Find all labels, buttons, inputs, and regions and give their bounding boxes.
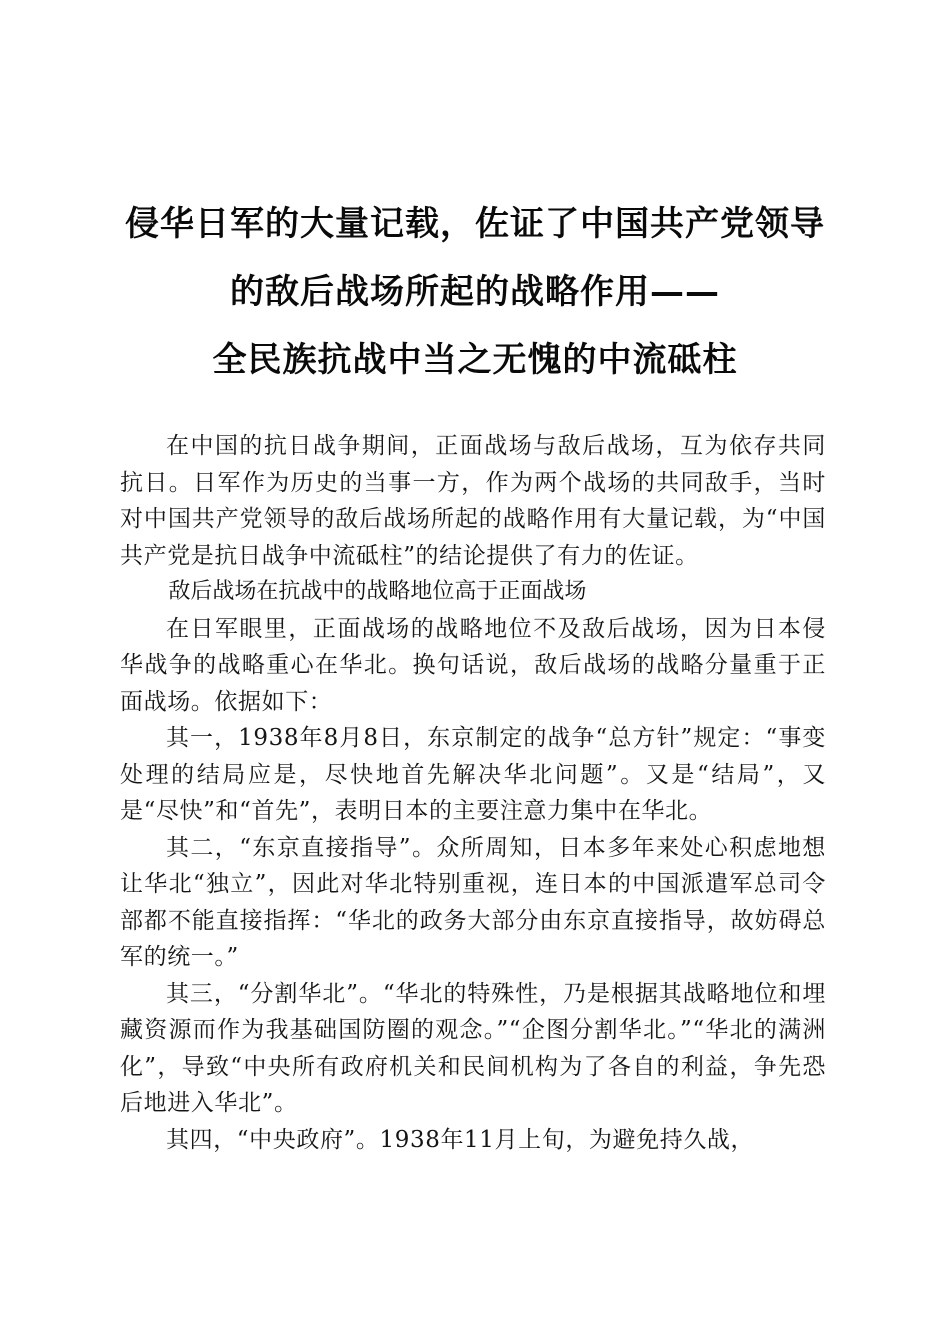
paragraph-point-two: 其二，“东京直接指导”。众所周知，日本多年来处心积虑地想让华北“独立”，因此对华北特别重视，连日本的中国派遣军总司令部都不能直接指挥：“华北的政务大部分由东京直接指导，故妨碍总军的统一。” [120, 834, 826, 970]
title-line-3: 全民族抗战中当之无愧的中流砥柱 [212, 340, 738, 380]
section-subheading: 敌后战场在抗战中的战略地位高于正面战场 [168, 579, 587, 604]
paragraph-point-one: 其一，1938年8月8日，东京制定的战争“总方针”规定：“事变处理的结局应是，尽快地首先解决华北问题”。又是“结局”，又是“尽快”和“首先”，表明日本的主要注意力集中在华北。 [120, 725, 826, 824]
title-line-1: 侵华日军的大量记载，佐证了中国共产党领导 [125, 204, 825, 244]
paragraph-point-four: 其四，“中央政府”。1938年11月上旬，为避免持久战， [166, 1126, 755, 1153]
paragraph-intro: 在中国的抗日战争期间，正面战场与敌后战场，互为依存共同抗日。日军作为历史的当事一方，作为两个战场的共同敌手，当时对中国共产党领导的敌后战场所起的战略作用有大量记载，为“中国共产党是抗日战争中流砥柱”的结论提供了有力的佐证。 [120, 433, 826, 569]
document-title [100, 190, 850, 394]
document-body [120, 428, 826, 1158]
paragraph-strategic-position: 在日军眼里，正面战场的战略地位不及敌后战场，因为日本侵华战争的战略重心在华北。换句话说，敌后战场的战略分量重于正面战场。依据如下： [120, 615, 826, 715]
paragraph-point-three: 其三，“分割华北”。“华北的特殊性，乃是根据其战略地位和埋藏资源而作为我基础国防圈的观念。”“企图分割华北。”“华北的满洲化”，导致“中央所有政府机关和民间机构为了各自的利益，争先恐后地进入华北”。 [120, 980, 826, 1116]
title-line-2: 的敌后战场所起的战略作用—— [230, 272, 720, 312]
